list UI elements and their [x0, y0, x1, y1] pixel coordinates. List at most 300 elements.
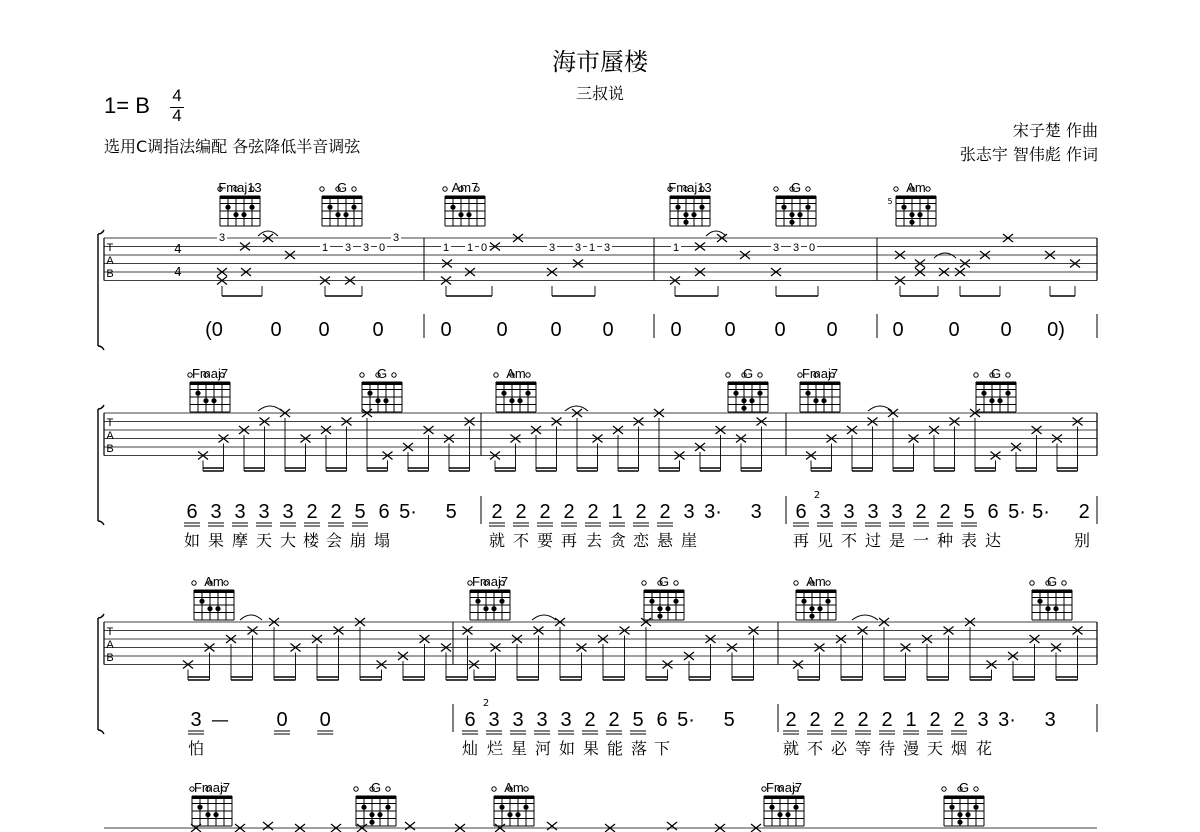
lyric-char: 楼 — [302, 531, 320, 550]
chord-dot — [965, 812, 970, 817]
chord-name: G — [1046, 574, 1058, 589]
chord-dot — [369, 812, 374, 817]
lyric-char: 必 — [830, 739, 848, 758]
tab-fret-number: 0 — [808, 242, 816, 254]
tab-fret-number: 1 — [466, 242, 474, 254]
chord-dot — [515, 812, 520, 817]
tab-clef-letter: B — [106, 443, 114, 455]
composer-credit: 宋子楚 作曲 — [1012, 121, 1098, 140]
chord-name: Am — [806, 574, 826, 589]
jianpu-note: 0 — [826, 319, 838, 341]
lyric-char: 烟 — [950, 739, 968, 758]
jianpu-note: 3 — [210, 501, 222, 523]
tab-fret-number: 3 — [362, 242, 370, 254]
chord-dot — [757, 391, 762, 396]
jianpu-note: 0 — [372, 319, 384, 341]
chord-dot — [989, 398, 994, 403]
jianpu-note: 0 — [270, 319, 282, 341]
jianpu-note: 1 — [905, 709, 917, 731]
open-string-marker — [794, 581, 798, 585]
chord-name: G — [990, 366, 1002, 381]
lyric-char: 去 — [585, 531, 603, 550]
jianpu-note: 2 — [1078, 501, 1090, 523]
jianpu-note: 5 — [354, 501, 366, 523]
lyric-char: 崖 — [680, 531, 698, 550]
jianpu-note: 5· — [399, 501, 417, 523]
chord-dot — [205, 812, 210, 817]
tab-clef-letter: T — [106, 417, 114, 429]
chord-dot — [1037, 599, 1042, 604]
lyric-char: 能 — [606, 739, 624, 758]
jianpu-note: 2 — [659, 501, 671, 523]
chord-dot — [351, 205, 356, 210]
jianpu-note: 3 — [819, 501, 831, 523]
jianpu-note: 2 — [915, 501, 927, 523]
open-string-marker — [386, 787, 390, 791]
jianpu-note: 2 — [539, 501, 551, 523]
jianpu-note: 0 — [1000, 319, 1012, 341]
jianpu-note: 3 — [750, 501, 762, 523]
jianpu-note: 2 — [953, 709, 965, 731]
open-string-marker — [360, 373, 364, 377]
chord-dot — [249, 205, 254, 210]
chord-dot — [821, 398, 826, 403]
system-bracket — [98, 230, 104, 350]
open-string-marker — [894, 187, 898, 191]
open-string-marker — [974, 787, 978, 791]
chord-dot — [665, 606, 670, 611]
chord-dot — [369, 820, 374, 825]
chord-dot — [1053, 606, 1058, 611]
jianpu-note: 0) — [1047, 319, 1065, 341]
chord-dot — [809, 614, 814, 619]
chord-dot — [475, 599, 480, 604]
chord-dot — [789, 220, 794, 225]
chord-dot — [749, 398, 754, 403]
jianpu-note: 6 — [987, 501, 999, 523]
tie-arc — [934, 253, 956, 258]
jianpu-note: 0 — [318, 319, 330, 341]
chord-name: G — [376, 366, 388, 381]
jianpu-note: 3 — [190, 709, 202, 731]
tab-clef-letter: A — [106, 255, 114, 267]
chord-dot — [777, 812, 782, 817]
chord-dot — [523, 805, 528, 810]
jianpu-note: 0 — [276, 709, 288, 731]
chord-name: G — [336, 180, 348, 195]
jianpu-note: 5· — [1032, 501, 1050, 523]
lyric-char: 再 — [560, 531, 578, 550]
jianpu-note: 6 — [656, 709, 668, 731]
open-string-marker — [224, 581, 228, 585]
jianpu-note: 3· — [704, 501, 722, 523]
jianpu-note: 3 — [512, 709, 524, 731]
chord-dot — [367, 391, 372, 396]
lyric-char: 崩 — [349, 531, 367, 550]
tab-fret-number: 3 — [603, 242, 611, 254]
chord-dot — [733, 391, 738, 396]
jianpu-note: 3 — [977, 709, 989, 731]
chord-name: G — [742, 366, 754, 381]
open-string-marker — [774, 187, 778, 191]
jianpu-note: 0 — [724, 319, 736, 341]
tie-arc — [852, 615, 878, 620]
lyric-char: 别 — [1073, 531, 1091, 550]
jianpu-note: 0 — [892, 319, 904, 341]
chord-dot — [361, 805, 366, 810]
jianpu-note: 3 — [867, 501, 879, 523]
lyric-char: 达 — [984, 531, 1002, 550]
open-string-marker — [524, 787, 528, 791]
jianpu-note: 1 — [611, 501, 623, 523]
tab-clef-letter: T — [106, 242, 114, 254]
song-title: 海市蜃楼 — [552, 48, 648, 76]
jianpu-note: 3 — [488, 709, 500, 731]
open-string-marker — [758, 373, 762, 377]
tab-fret-number: 0 — [480, 242, 488, 254]
chord-dot — [917, 212, 922, 217]
chord-dot — [825, 599, 830, 604]
lyric-char: 漫 — [902, 739, 920, 758]
chord-dot — [769, 805, 774, 810]
jianpu-note: 5· — [1008, 501, 1026, 523]
jianpu-note: 0 — [774, 319, 786, 341]
chord-dot — [973, 805, 978, 810]
lyric-char: 摩 — [231, 531, 249, 550]
tab-x-note — [405, 822, 415, 830]
chord-name: Fmaj13 — [668, 180, 712, 195]
jianpu-note: 2 — [584, 709, 596, 731]
lyric-char: 待 — [878, 739, 896, 758]
tie-arc — [532, 615, 556, 620]
jianpu-note: 2 — [939, 501, 951, 523]
jianpu-note: 2 — [515, 501, 527, 523]
open-string-marker — [674, 581, 678, 585]
jianpu-note: 2 — [857, 709, 869, 731]
tab-x-note — [547, 822, 557, 830]
system-bracket — [98, 614, 104, 734]
jianpu-note: 2 — [635, 501, 647, 523]
jianpu-note: 2 — [330, 501, 342, 523]
lyric-char: 落 — [630, 739, 648, 758]
jianpu-note: 6 — [186, 501, 198, 523]
chord-dot — [957, 812, 962, 817]
chord-name: Am — [506, 366, 526, 381]
chord-dot — [207, 606, 212, 611]
chord-name: Fmaj7 — [193, 780, 231, 795]
lyric-char: 不 — [806, 739, 824, 758]
chord-name: Fmaj7 — [765, 780, 803, 795]
chord-dot — [499, 599, 504, 604]
lyric-char: 不 — [840, 531, 858, 550]
chord-dot — [673, 599, 678, 604]
chord-dot — [781, 205, 786, 210]
chord-dot — [327, 205, 332, 210]
chord-dot — [809, 606, 814, 611]
lyric-char: 果 — [207, 531, 225, 550]
open-string-marker — [942, 787, 946, 791]
jianpu-note: 5 — [632, 709, 644, 731]
chord-dot — [981, 391, 986, 396]
chord-name: Am — [504, 780, 524, 795]
lyric-char: 再 — [792, 531, 810, 550]
chord-dot — [817, 606, 822, 611]
chord-dot — [909, 212, 914, 217]
tab-clef-letter: T — [106, 626, 114, 638]
jianpu-note: 3 — [560, 709, 572, 731]
jianpu-note: 0 — [670, 319, 682, 341]
lyric-char: 悬 — [656, 531, 674, 550]
lyric-char: 怕 — [187, 739, 205, 758]
open-string-marker — [1030, 581, 1034, 585]
tie-arc — [240, 615, 262, 620]
chord-dot — [785, 812, 790, 817]
open-string-marker — [726, 373, 730, 377]
arrangement-note: 选用C调指法编配 各弦降低半音调弦 — [104, 137, 361, 156]
chord-dot — [683, 220, 688, 225]
chord-dot — [797, 212, 802, 217]
chord-name: Am — [204, 574, 224, 589]
lyric-char: 种 — [936, 531, 954, 550]
jianpu-note: 0 — [440, 319, 452, 341]
jianpu-note: 3 — [1044, 709, 1056, 731]
open-string-marker — [826, 581, 830, 585]
chord-dot — [385, 805, 390, 810]
chord-name: Fmaj13 — [218, 180, 262, 195]
chord-dot — [483, 606, 488, 611]
jianpu-note: 3 — [282, 501, 294, 523]
open-string-marker — [352, 187, 356, 191]
open-string-marker — [443, 187, 447, 191]
lyric-char: 一 — [912, 531, 930, 550]
chord-dot — [649, 599, 654, 604]
chord-dot — [450, 205, 455, 210]
chord-dot — [813, 398, 818, 403]
jianpu-note: 2 — [608, 709, 620, 731]
jianpu-note: 6 — [795, 501, 807, 523]
tab-clef-letter: B — [106, 652, 114, 664]
chord-dot — [691, 212, 696, 217]
jianpu-note: 0 — [496, 319, 508, 341]
open-string-marker — [806, 187, 810, 191]
open-string-marker — [392, 373, 396, 377]
tie-arc — [706, 231, 726, 236]
open-string-marker — [974, 373, 978, 377]
lyric-char: 就 — [782, 739, 800, 758]
tab-fret-number: 3 — [792, 242, 800, 254]
chord-dot — [215, 606, 220, 611]
open-string-marker — [492, 787, 496, 791]
chord-dot — [233, 212, 238, 217]
lyric-char: 花 — [975, 739, 993, 758]
jianpu-note: 3 — [258, 501, 270, 523]
chord-dot — [517, 398, 522, 403]
jianpu-note: 3 — [234, 501, 246, 523]
chord-dot — [925, 205, 930, 210]
tab-time-signature: 4 — [174, 265, 182, 279]
chord-dot — [699, 205, 704, 210]
open-string-marker — [1006, 373, 1010, 377]
lyric-char: 果 — [582, 739, 600, 758]
chord-dot — [793, 805, 798, 810]
chord-dot — [657, 606, 662, 611]
chord-name: G — [958, 780, 970, 795]
lyric-char: 下 — [653, 739, 671, 758]
chord-dot — [383, 398, 388, 403]
jianpu-note: 3· — [998, 709, 1016, 731]
chord-dot — [199, 599, 204, 604]
jianpu-note: 0 — [602, 319, 614, 341]
tab-clef-letter: A — [106, 430, 114, 442]
tab-fret-number: 1 — [672, 242, 680, 254]
tab-fret-number: 3 — [548, 242, 556, 254]
jianpu-note: 2 — [785, 709, 797, 731]
chord-dot — [957, 820, 962, 825]
jianpu-dash: — — [211, 710, 229, 731]
chord-dot — [377, 812, 382, 817]
system-bracket — [98, 405, 104, 525]
open-string-marker — [926, 187, 930, 191]
jianpu-note: 2 — [929, 709, 941, 731]
jianpu-note: 2 — [833, 709, 845, 731]
fret-position-marker: 5 — [887, 197, 893, 206]
jianpu-note: 0 — [948, 319, 960, 341]
chord-dot — [789, 212, 794, 217]
octave-marker: 2 — [482, 698, 490, 709]
chord-dot — [458, 212, 463, 217]
chord-name: G — [370, 780, 382, 795]
lyric-char: 如 — [558, 739, 576, 758]
chord-dot — [741, 406, 746, 411]
tab-fret-number: 1 — [321, 242, 329, 254]
lyric-char: 等 — [854, 739, 872, 758]
jianpu-note: 3 — [843, 501, 855, 523]
jianpu-note: 2 — [563, 501, 575, 523]
tab-time-signature: 4 — [174, 242, 182, 256]
tie-arc — [258, 231, 278, 236]
jianpu-note: 3 — [683, 501, 695, 523]
open-string-marker — [192, 581, 196, 585]
chord-name: G — [658, 574, 670, 589]
chord-name: Fmaj7 — [191, 366, 229, 381]
chord-dot — [507, 812, 512, 817]
lyric-char: 恋 — [632, 531, 650, 550]
chord-dot — [801, 599, 806, 604]
jianpu-note: 2 — [809, 709, 821, 731]
lyric-char: 星 — [510, 739, 528, 758]
tab-fret-number: 0 — [378, 242, 386, 254]
lyric-char: 天 — [255, 531, 273, 550]
tab-clef-letter: A — [106, 639, 114, 651]
lyric-char: 会 — [325, 531, 343, 550]
chord-dot — [375, 398, 380, 403]
chord-dot — [499, 805, 504, 810]
chord-dot — [657, 614, 662, 619]
chord-dot — [949, 805, 954, 810]
jianpu-note: 2 — [587, 501, 599, 523]
lyric-char: 烂 — [486, 739, 504, 758]
chord-dot — [213, 812, 218, 817]
time-signature-top: 4 — [172, 86, 182, 105]
chord-dot — [1005, 391, 1010, 396]
chord-dot — [343, 212, 348, 217]
tab-clef-letter: B — [106, 268, 114, 280]
jianpu-note: 0 — [550, 319, 562, 341]
open-string-marker — [642, 581, 646, 585]
chord-dot — [741, 398, 746, 403]
tab-fret-number: 3 — [772, 242, 780, 254]
chord-dot — [197, 805, 202, 810]
tab-fret-number: 3 — [574, 242, 582, 254]
lyric-char: 贪 — [609, 531, 627, 550]
lyric-char: 灿 — [461, 739, 479, 758]
chord-dot — [211, 398, 216, 403]
jianpu-note: 5 — [445, 501, 457, 523]
lyric-char: 不 — [512, 531, 530, 550]
tab-fret-number: 1 — [588, 242, 596, 254]
artist-name: 三叔说 — [575, 84, 624, 103]
lyricist-credit: 张志宇 智伟彪 作词 — [959, 145, 1098, 164]
chord-name: Fmaj7 — [801, 366, 839, 381]
lyric-char: 表 — [960, 531, 978, 550]
chord-name: Am — [906, 180, 926, 195]
chord-dot — [805, 391, 810, 396]
tie-arc — [868, 406, 892, 411]
lyric-char: 见 — [816, 531, 834, 550]
octave-marker: 2 — [813, 490, 821, 501]
lyric-char: 如 — [183, 531, 201, 550]
key-signature: 1= B — [104, 93, 150, 118]
chord-dot — [501, 391, 506, 396]
tab-fret-number: 3 — [344, 242, 352, 254]
lyric-char: 天 — [926, 739, 944, 758]
chord-dot — [901, 205, 906, 210]
open-string-marker — [526, 373, 530, 377]
chord-name: Am7 — [451, 180, 479, 195]
open-string-marker — [1062, 581, 1066, 585]
open-string-marker — [354, 787, 358, 791]
chord-name: Fmaj7 — [471, 574, 509, 589]
chord-dot — [335, 212, 340, 217]
tab-x-note — [667, 822, 677, 830]
chord-dot — [203, 398, 208, 403]
jianpu-note: 5 — [963, 501, 975, 523]
tab-fret-number: 1 — [442, 242, 450, 254]
jianpu-note: 2 — [306, 501, 318, 523]
chord-dot — [509, 398, 514, 403]
tie-arc — [565, 406, 588, 411]
lyric-char: 过 — [864, 531, 882, 550]
chord-dot — [195, 391, 200, 396]
time-signature-bottom: 4 — [172, 106, 182, 125]
chord-dot — [225, 205, 230, 210]
lyric-char: 要 — [536, 531, 554, 550]
jianpu-note: (0 — [205, 319, 223, 341]
jianpu-note: 6 — [464, 709, 476, 731]
chord-dot — [241, 212, 246, 217]
jianpu-note: 2 — [491, 501, 503, 523]
jianpu-note: 2 — [881, 709, 893, 731]
jianpu-note: 6 — [378, 501, 390, 523]
chord-dot — [1045, 606, 1050, 611]
tie-arc — [258, 406, 282, 411]
jianpu-note: 0 — [319, 709, 331, 731]
lyric-char: 大 — [279, 531, 297, 550]
chord-dot — [997, 398, 1002, 403]
jianpu-note: 5· — [677, 709, 695, 731]
chord-dot — [466, 212, 471, 217]
open-string-marker — [494, 373, 498, 377]
